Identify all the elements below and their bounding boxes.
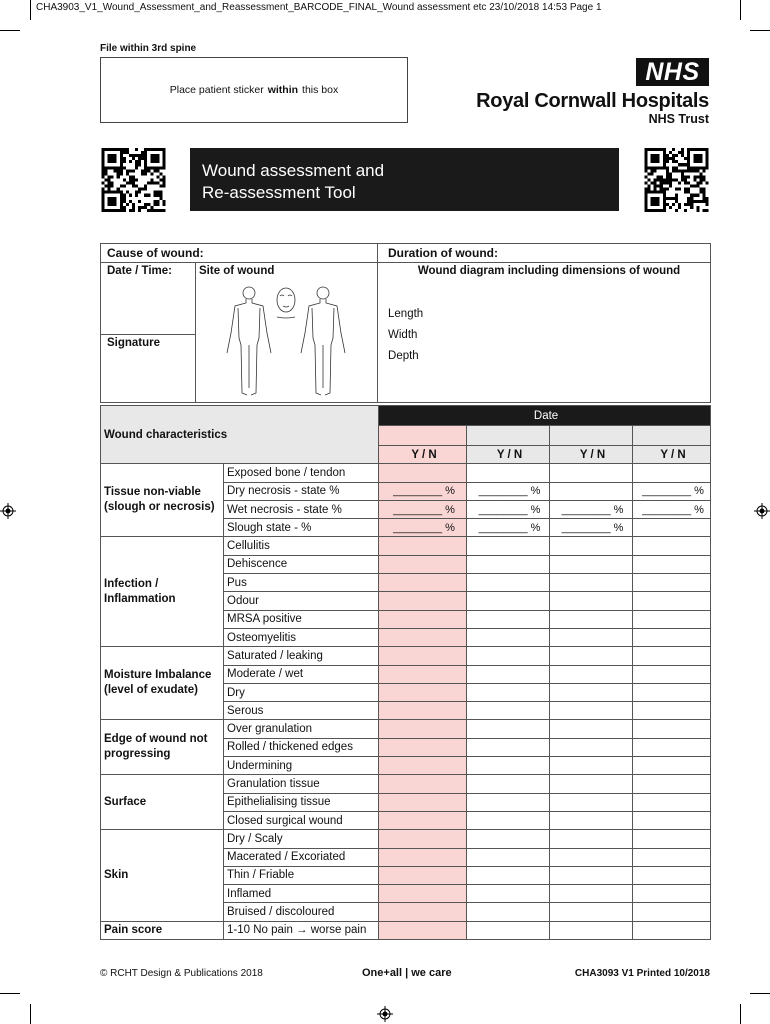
assessment-cell[interactable] — [467, 885, 550, 903]
assessment-cell[interactable] — [467, 592, 550, 610]
table-row — [101, 537, 711, 555]
print-slug: CHA3903_V1_Wound_Assessment_and_Reassessment_BARCODE_FINAL_Wound assessment etc 23/10/2018 14:53 Page 1 — [36, 2, 602, 13]
assessment-cell[interactable] — [379, 903, 467, 921]
assessment-cell[interactable] — [379, 720, 467, 738]
crop-mark — [0, 30, 20, 31]
category-label: Pain score — [101, 921, 224, 939]
yn-header-3: Y / N — [550, 446, 633, 464]
site-of-wound-cell[interactable] — [196, 263, 378, 403]
assessment-cell[interactable] — [633, 592, 711, 610]
assessment-cell[interactable]: ________ % — [379, 482, 467, 500]
category-label: Surface — [101, 775, 224, 830]
assessment-cell[interactable] — [467, 628, 550, 646]
assessment-cell[interactable] — [550, 793, 633, 811]
characteristic-label: Cellulitis — [224, 537, 379, 555]
assessment-cell[interactable] — [633, 720, 711, 738]
wound-characteristics-heading: Wound characteristics — [101, 406, 379, 464]
assessment-cell[interactable]: ________ % — [633, 482, 711, 500]
assessment-cell[interactable] — [467, 683, 550, 701]
assessment-cell[interactable] — [633, 738, 711, 756]
assessment-cell[interactable]: ________ % — [379, 519, 467, 537]
assessment-cell[interactable] — [379, 775, 467, 793]
assessment-cell[interactable] — [467, 702, 550, 720]
assessment-cell[interactable] — [467, 738, 550, 756]
characteristic-label: Rolled / thickened edges — [224, 738, 379, 756]
form-title: Wound assessment and Re-assessment Tool — [190, 148, 619, 211]
date-input-2[interactable] — [467, 426, 550, 446]
category-label: Edge of wound not progressing — [101, 720, 224, 775]
date-input-1[interactable] — [379, 426, 467, 446]
assessment-cell[interactable]: ________ % — [550, 519, 633, 537]
depth-field[interactable]: Depth — [388, 350, 419, 362]
length-field[interactable]: Length — [388, 308, 424, 320]
table-row — [101, 464, 711, 482]
assessment-cell[interactable] — [379, 702, 467, 720]
characteristic-label: Thin / Friable — [224, 866, 379, 884]
yn-header-2: Y / N — [467, 446, 550, 464]
footer-copyright: © RCHT Design & Publications 2018 — [100, 968, 263, 979]
assessment-cell[interactable] — [633, 628, 711, 646]
table-row — [101, 775, 711, 793]
assessment-cell[interactable] — [379, 665, 467, 683]
assessment-cell[interactable] — [379, 866, 467, 884]
assessment-cell[interactable] — [550, 885, 633, 903]
assessment-cell[interactable] — [550, 592, 633, 610]
assessment-cell[interactable] — [379, 738, 467, 756]
registration-mark-icon — [754, 503, 770, 519]
assessment-cell[interactable] — [467, 757, 550, 775]
assessment-cell[interactable] — [379, 683, 467, 701]
assessment-cell[interactable]: ________ % — [467, 500, 550, 518]
assessment-cell[interactable] — [550, 775, 633, 793]
assessment-cell[interactable] — [379, 793, 467, 811]
assessment-cell[interactable] — [550, 702, 633, 720]
patient-sticker-box: Place patient sticker within this box — [100, 57, 408, 123]
category-label: Skin — [101, 830, 224, 921]
assessment-cell[interactable] — [379, 848, 467, 866]
category-label: Moisture Imbalance (level of exudate) — [101, 647, 224, 720]
characteristic-label: Pus — [224, 574, 379, 592]
assessment-cell[interactable] — [379, 555, 467, 573]
assessment-cell[interactable]: ________ % — [550, 500, 633, 518]
assessment-cell[interactable] — [633, 848, 711, 866]
assessment-cell[interactable] — [550, 628, 633, 646]
assessment-cell[interactable] — [467, 866, 550, 884]
assessment-cell[interactable] — [633, 702, 711, 720]
assessment-cell[interactable] — [467, 830, 550, 848]
assessment-cell[interactable] — [379, 757, 467, 775]
crop-mark — [750, 993, 770, 994]
characteristic-label: Over granulation — [224, 720, 379, 738]
assessment-cell[interactable] — [633, 885, 711, 903]
crop-mark — [0, 993, 20, 994]
assessment-cell[interactable] — [633, 574, 711, 592]
assessment-cell[interactable] — [550, 610, 633, 628]
wound-diagram-label: Wound diagram including dimensions of wound — [417, 265, 681, 277]
characteristic-label: Slough state - % — [224, 519, 379, 537]
organisation-name: Royal Cornwall Hospitals — [476, 90, 709, 112]
characteristic-label: Moderate / wet — [224, 665, 379, 683]
assessment-cell[interactable] — [633, 757, 711, 775]
spine-note: File within 3rd spine — [100, 43, 197, 54]
yn-header-1: Y / N — [379, 446, 467, 464]
assessment-cell[interactable] — [467, 574, 550, 592]
yn-header-4: Y / N — [633, 446, 711, 464]
assessment-cell[interactable] — [379, 830, 467, 848]
characteristic-label: Osteomyelitis — [224, 628, 379, 646]
assessment-cell[interactable] — [633, 610, 711, 628]
table-row — [101, 921, 711, 939]
characteristic-label: Exposed bone / tendon — [224, 464, 379, 482]
organisation-subtitle: NHS Trust — [648, 112, 709, 126]
signature-field[interactable]: Signature — [101, 335, 196, 403]
assessment-cell[interactable] — [550, 464, 633, 482]
assessment-cell[interactable] — [633, 537, 711, 555]
assessment-cell[interactable] — [379, 921, 467, 939]
body-map-icon — [211, 283, 361, 401]
assessment-cell[interactable] — [379, 537, 467, 555]
characteristic-label: Epithelialising tissue — [224, 793, 379, 811]
assessment-cell[interactable] — [467, 647, 550, 665]
assessment-cell[interactable] — [550, 537, 633, 555]
assessment-cell[interactable]: ________ % — [467, 482, 550, 500]
footer-slogan: One+all | we care — [362, 967, 452, 979]
assessment-cell[interactable] — [550, 848, 633, 866]
wound-diagram-cell[interactable] — [378, 263, 711, 403]
cause-of-wound-field[interactable]: Cause of wound: — [101, 244, 378, 263]
characteristic-label: Saturated / leaking — [224, 647, 379, 665]
assessment-cell[interactable] — [467, 537, 550, 555]
assessment-cell[interactable] — [467, 793, 550, 811]
assessment-cell[interactable] — [379, 811, 467, 829]
assessment-cell[interactable] — [633, 793, 711, 811]
nhs-logo: NHS — [636, 58, 709, 86]
characteristic-label: Wet necrosis - state % — [224, 500, 379, 518]
assessment-cell[interactable] — [467, 811, 550, 829]
characteristic-label: Odour — [224, 592, 379, 610]
assessment-cell[interactable]: ________ % — [467, 519, 550, 537]
footer-document-code: CHA3093 V1 Printed 10/2018 — [574, 968, 710, 979]
assessment-cell[interactable]: ________ % — [379, 500, 467, 518]
characteristic-label: Undermining — [224, 757, 379, 775]
assessment-cell[interactable] — [467, 921, 550, 939]
characteristic-label: MRSA positive — [224, 610, 379, 628]
site-of-wound-label: Site of wound — [199, 265, 275, 277]
assessment-cell[interactable] — [467, 848, 550, 866]
assessment-cell[interactable] — [379, 647, 467, 665]
assessment-cell[interactable] — [550, 647, 633, 665]
table-row — [101, 830, 711, 848]
assessment-cell[interactable] — [633, 830, 711, 848]
date-input-3[interactable] — [550, 426, 633, 446]
crop-mark — [750, 30, 770, 31]
assessment-cell[interactable] — [550, 738, 633, 756]
characteristic-label: Serous — [224, 702, 379, 720]
assessment-cell[interactable]: ________ % — [633, 500, 711, 518]
registration-mark-icon — [0, 503, 16, 519]
characteristic-label: Dehiscence — [224, 555, 379, 573]
assessment-cell[interactable] — [633, 775, 711, 793]
barcode-icon — [643, 148, 710, 212]
date-header: Date — [379, 406, 711, 426]
barcode-icon — [100, 148, 167, 212]
assessment-cell[interactable] — [379, 574, 467, 592]
assessment-cell[interactable] — [379, 464, 467, 482]
characteristic-label: Macerated / Excoriated — [224, 848, 379, 866]
assessment-cell[interactable] — [550, 811, 633, 829]
characteristic-label: 1-10 No pain → worse pain — [224, 921, 379, 939]
assessment-cell[interactable] — [550, 830, 633, 848]
assessment-cell[interactable] — [550, 866, 633, 884]
assessment-cell[interactable] — [550, 665, 633, 683]
assessment-cell[interactable] — [633, 811, 711, 829]
table-row — [101, 647, 711, 665]
registration-mark-icon — [377, 1006, 393, 1022]
assessment-cell[interactable] — [467, 555, 550, 573]
assessment-cell[interactable] — [633, 519, 711, 537]
assessment-cell[interactable] — [550, 555, 633, 573]
characteristic-label: Granulation tissue — [224, 775, 379, 793]
characteristic-label: Dry — [224, 683, 379, 701]
assessment-cell[interactable] — [550, 757, 633, 775]
characteristic-label: Inflamed — [224, 885, 379, 903]
assessment-cell[interactable] — [467, 665, 550, 683]
assessment-cell[interactable] — [550, 574, 633, 592]
characteristic-label: Closed surgical wound — [224, 811, 379, 829]
duration-of-wound-field[interactable]: Duration of wound: — [378, 244, 711, 263]
assessment-cell[interactable] — [379, 628, 467, 646]
assessment-cell[interactable] — [467, 610, 550, 628]
wound-details-table — [100, 243, 711, 403]
wound-characteristics-table — [100, 405, 711, 940]
table-row — [101, 720, 711, 738]
assessment-cell[interactable] — [550, 903, 633, 921]
assessment-cell[interactable] — [633, 647, 711, 665]
assessment-cell[interactable] — [550, 482, 633, 500]
crop-mark — [30, 1004, 31, 1024]
assessment-cell[interactable] — [379, 885, 467, 903]
characteristic-label: Dry / Scaly — [224, 830, 379, 848]
assessment-cell[interactable] — [633, 665, 711, 683]
assessment-cell[interactable] — [467, 903, 550, 921]
assessment-cell[interactable] — [633, 464, 711, 482]
assessment-cell[interactable] — [379, 592, 467, 610]
assessment-cell[interactable] — [633, 683, 711, 701]
assessment-cell[interactable] — [550, 921, 633, 939]
category-label: Tissue non-viable (slough or necrosis) — [101, 464, 224, 537]
date-time-field[interactable]: Date / Time: — [101, 263, 196, 335]
assessment-cell[interactable] — [633, 921, 711, 939]
assessment-cell[interactable] — [633, 903, 711, 921]
characteristic-label: Dry necrosis - state % — [224, 482, 379, 500]
assessment-cell[interactable] — [550, 683, 633, 701]
assessment-cell[interactable] — [467, 720, 550, 738]
crop-mark — [30, 0, 31, 20]
characteristic-label: Bruised / discoloured — [224, 903, 379, 921]
assessment-cell[interactable] — [550, 720, 633, 738]
assessment-cell[interactable] — [467, 464, 550, 482]
assessment-cell[interactable] — [379, 610, 467, 628]
category-label: Infection / Inflammation — [101, 537, 224, 647]
assessment-cell[interactable] — [633, 555, 711, 573]
width-field[interactable]: Width — [388, 329, 418, 341]
assessment-cell[interactable] — [633, 866, 711, 884]
assessment-cell[interactable] — [467, 775, 550, 793]
date-input-4[interactable] — [633, 426, 711, 446]
crop-mark — [740, 0, 741, 20]
crop-mark — [740, 1004, 741, 1024]
